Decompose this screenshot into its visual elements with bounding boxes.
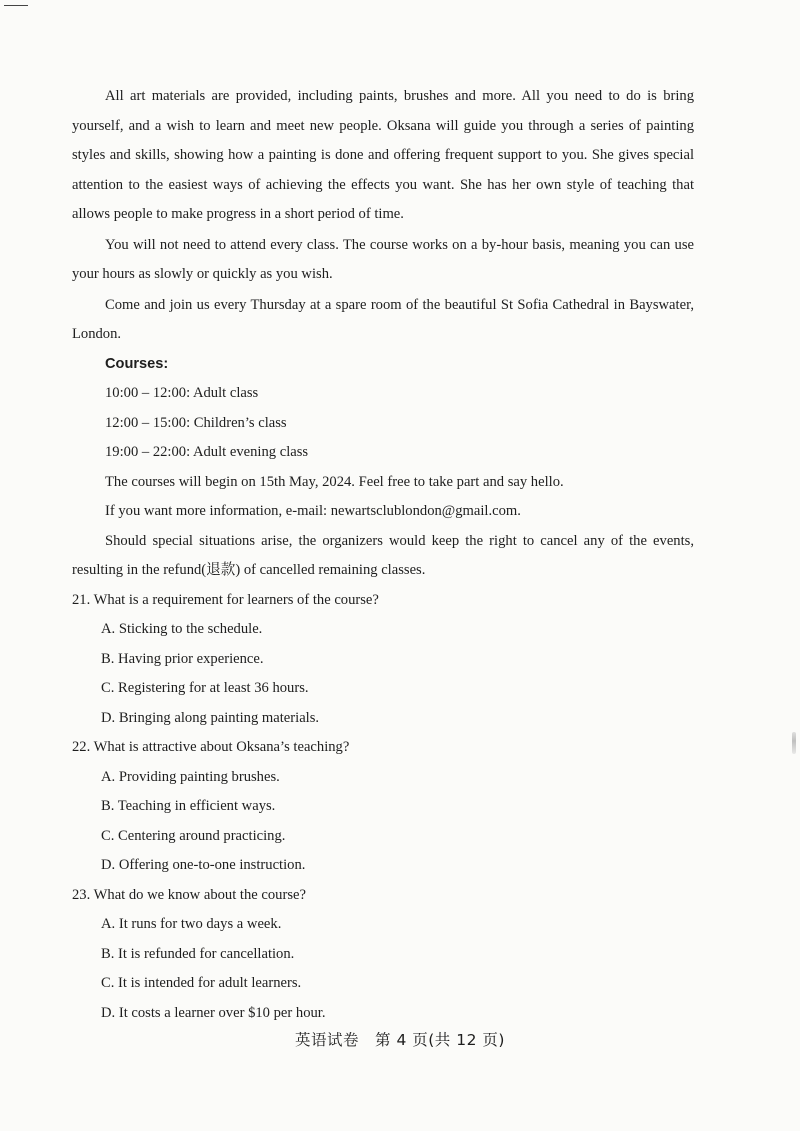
question-21 bbox=[72, 586, 694, 734]
option-b: B. It is refunded for cancellation. bbox=[101, 945, 295, 962]
question-stem: 22. What is attractive about Oksana’s teaching? bbox=[72, 739, 350, 755]
question-23 bbox=[72, 881, 694, 1029]
option-d: D. It costs a learner over $10 per hour. bbox=[101, 1004, 326, 1021]
passage-paragraph-materials: All art materials are provided, including paints, brushes and more. All you need to do is bring yourself, and a wish to learn and meet new people. Oksana will guide you through a series of painting styles and skills, showing how a painting is done and offering frequent support to you. She gives special attention to the easiest ways of achieving the effects you want. She has her own style of teaching that allows people to make progress in a short period of time. bbox=[72, 88, 694, 222]
exam-page-content bbox=[72, 82, 694, 1028]
page-edge-mark bbox=[4, 5, 28, 6]
page-footer: 英语试卷 第 4 页(共 12 页) bbox=[295, 1031, 505, 1049]
option-b: B. Teaching in efficient ways. bbox=[101, 798, 276, 814]
cancellation-note: Should special situations arise, the organizers would keep the right to cancel any of the events, resulting in the refund(退款) of cancelled remaining classes. bbox=[72, 532, 694, 578]
question-22 bbox=[72, 733, 694, 881]
email-note: If you want more information, e-mail: newartsclublondon@gmail.com. bbox=[105, 503, 521, 519]
option-a: A. Sticking to the schedule. bbox=[101, 621, 263, 637]
question-stem: 23. What do we know about the course? bbox=[72, 886, 306, 903]
option-d: D. Bringing along painting materials. bbox=[101, 709, 320, 726]
question-stem: 21. What is a requirement for learners of the course? bbox=[72, 591, 379, 608]
option-a: A. Providing painting brushes. bbox=[101, 768, 280, 785]
course-children-class: 12:00 – 15:00: Children’s class bbox=[105, 414, 287, 431]
option-d: D. Offering one-to-one instruction. bbox=[101, 857, 306, 873]
option-c: C. It is intended for adult learners. bbox=[101, 975, 302, 991]
option-c: C. Registering for at least 36 hours. bbox=[101, 680, 309, 696]
start-date-note: The courses will begin on 15th May, 2024. Feel free to take part and say hello. bbox=[105, 473, 564, 490]
courses-title: Courses: bbox=[105, 355, 169, 372]
option-a: A. It runs for two days a week. bbox=[101, 916, 282, 932]
course-adult-class: 10:00 – 12:00: Adult class bbox=[105, 385, 259, 401]
course-adult-evening-class: 19:00 – 22:00: Adult evening class bbox=[105, 444, 309, 460]
passage-paragraph-location: Come and join us every Thursday at a spare room of the beautiful St Sofia Cathedral in Bayswater, London. bbox=[72, 296, 694, 342]
option-c: C. Centering around practicing. bbox=[101, 827, 286, 844]
courses-heading bbox=[72, 350, 694, 380]
option-b: B. Having prior experience. bbox=[101, 650, 264, 667]
scan-speck bbox=[792, 732, 796, 754]
passage-paragraph-attendance: You will not need to attend every class. The course works on a by-hour basis, meaning you can use your hours as slowly or quickly as you wish. bbox=[72, 236, 694, 282]
